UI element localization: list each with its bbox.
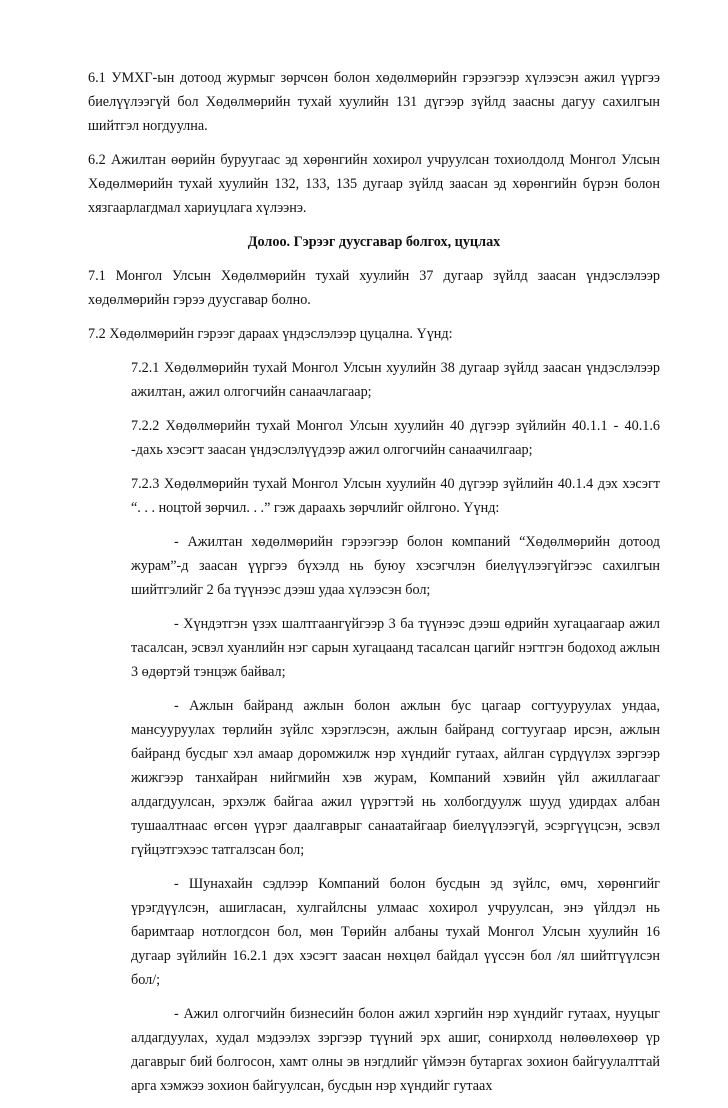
paragraph-7-2-2: 7.2.2 Хөдөлмөрийн тухай Монгол Улсын хуулийн 40 дүгээр зүйлийн 40.1.1 - 40.1.6 -дахь хэсэгт заасан үндэслэлүүдээр ажил олгогчийн санаачилгаар; bbox=[131, 418, 660, 458]
paragraph-7-2-3: 7.2.3 Хөдөлмөрийн тухай Монгол Улсын хуулийн 40 дүгээр зүйлийн 40.1.4 дэх хэсэгт “. . . ноцтой зөрчил. . .” гэж дараахь зөрчлийг ойлгоно. Үүнд: bbox=[131, 476, 660, 516]
violation-item: - Ажлын байранд ажлын болон ажлын бус цагаар согтууруулах ундаа, мансууруулах төрлийн зүйлс хэрэглэсэн, ажлын байранд согтуугаар ирсэн, ажлын байранд бусдыг хэл амаар доромжилж нэр хүндийг гутаах, айлган сүрдүүлэх зэргээр жижгээр танхайран нийгмийн хэв журам, Компаний хэвийн үйл ажиллагааг алдагдуулсан, эрхэлж байгаа ажил үүрэгтэй нь холбогдуулж шууд удирдах албан тушаалтнаас өгсөн үүрэг даалгаврыг санаатайгаар биелүүлээгүй, эсэргүүцсэн, эсвэл гүйцэтгэхээс татгалзсан бол; bbox=[131, 698, 660, 858]
paragraph-7-2: 7.2 Хөдөлмөрийн гэрээг дараах үндэслэлээр цуцална. Үүнд: bbox=[88, 326, 453, 342]
paragraph-7-1: 7.1 Монгол Улсын Хөдөлмөрийн тухай хуулийн 37 дугаар зүйлд заасан үндэслэлээр хөдөлмөрийн гэрээ дуусгавар болно. bbox=[88, 268, 660, 308]
section-heading-7: Долоо. Гэрээг дуусгавар болгох, цуцлах bbox=[247, 234, 501, 250]
violation-item: - Хүндэтгэн үзэх шалтгаангүйгээр 3 ба түүнээс дээш өдрийн хугацаагаар ажил тасалсан, эсвэл хуанлийн нэг сарын хугацаанд тасалсан цагийг нэгтгэн бодоход ажлын 3 өдөртэй тэнцэж байвал; bbox=[131, 616, 660, 680]
paragraph-6-1: 6.1 УМХГ-ын дотоод журмыг зөрчсөн болон хөдөлмөрийн гэрээгээр хүлээсэн ажил үүргээ биелүүлээгүй бол Хөдөлмөрийн тухай хуулийн 131 дүгээр зүйлд заасны дагуу сахилгын шийтгэл ногдуулна. bbox=[88, 70, 660, 134]
paragraph-6-2: 6.2 Ажилтан өөрийн буруугаас эд хөрөнгийн хохирол учруулсан тохиолдолд Монгол Улсын Хөдөлмөрийн тухай хуулийн 132, 133, 135 дугаар зүйлд заасан эд хөрөнгийн бүрэн болон хязгаарлагдмал хариуцлага хүлээнэ. bbox=[88, 152, 660, 216]
paragraph-7-2-1: 7.2.1 Хөдөлмөрийн тухай Монгол Улсын хуулийн 38 дугаар зүйлд заасан үндэслэлээр ажилтан, ажил олгогчийн санаачлагаар; bbox=[131, 360, 660, 400]
violation-item: - Ажилтан хөдөлмөрийн гэрээгээр болон компаний “Хөдөлмөрийн дотоод журам”-д заасан үүргээ бүхэлд нь буюу хэсэгчлэн биелүүлээгүйгээс сахилгын шийтгэлийг 2 ба түүнээс дээш удаа хүлээсэн бол; bbox=[131, 534, 660, 598]
violation-item: - Шунахайн сэдлээр Компаний болон бусдын эд зүйлс, өмч, хөрөнгийг үрэгдүүлсэн, ашигласан, хулгайлсны улмаас хохирол учруулсан, энэ үйлдэл нь баримтаар нотлогдсон бол, мөн Төрийн албаны тухай Монгол Улсын хуулийн 16 дугаар зүйлийн 16.2.1 дэх хэсэгт заасан нөхцөл байдал үүссэн бол /ял шийтгүүлсэн бол/; bbox=[131, 876, 660, 988]
document-body bbox=[88, 66, 660, 1108]
violation-item: - Ажил олгогчийн бизнесийн болон ажил хэргийн нэр хүндийг гутаах, нууцыг алдагдуулах, худал мэдээлэх зэргээр түүний эрх ашиг, сонирхолд нөлөөлөхөөр үр дагаврыг бий болгосон, хамт олны эв нэгдлийг үймээн бутаргах зохион байгуулалттай арга хэмжээ зохион байгуулсан, бусдын нэр хүндийг гутаах bbox=[131, 1006, 660, 1094]
